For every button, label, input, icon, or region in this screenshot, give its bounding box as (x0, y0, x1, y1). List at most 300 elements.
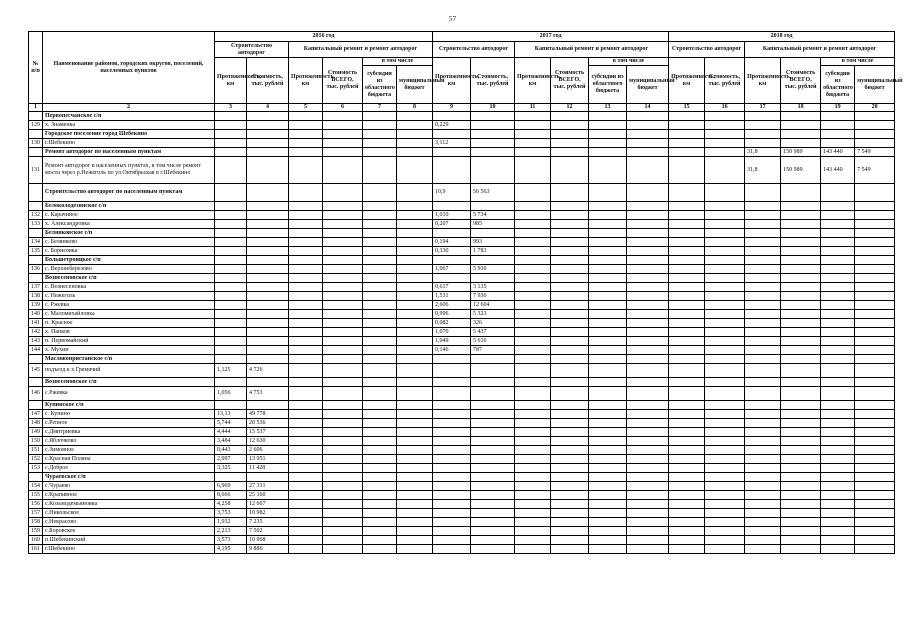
section-row (29, 473, 895, 482)
settlement-name: с.Никольское (43, 509, 215, 518)
cell-col-14 (627, 355, 669, 364)
table-row (29, 238, 895, 247)
cell-col-16 (705, 319, 745, 328)
cell-col-11 (515, 464, 551, 473)
cell-col-9 (433, 536, 471, 545)
cell-col-7 (363, 518, 397, 527)
cell-col-17 (745, 346, 781, 355)
settlement-name: х. Панков (43, 328, 215, 337)
cell-col-18 (781, 220, 821, 229)
cell-col-12 (551, 238, 589, 247)
cell-col-13 (589, 518, 627, 527)
cell-col-19 (821, 500, 855, 509)
cell-col-17 (745, 527, 781, 536)
cell-col-15 (669, 337, 705, 346)
row-number: 142 (29, 328, 43, 337)
cell-col-14 (627, 364, 669, 378)
cell-col-14 (627, 337, 669, 346)
cell-col-19 (821, 211, 855, 220)
cell-col-20 (855, 319, 895, 328)
cell-col-6 (323, 545, 363, 554)
cell-col-13 (589, 500, 627, 509)
cell-col-8 (397, 265, 433, 274)
cell-col-17 (745, 301, 781, 310)
cell-col-16 (705, 202, 745, 211)
cell-col-5 (289, 387, 323, 401)
cell-col-9: 2,606 (433, 301, 471, 310)
cell-col-15 (669, 419, 705, 428)
cell-col-12 (551, 355, 589, 364)
cell-col-15 (669, 355, 705, 364)
cell-col-14 (627, 310, 669, 319)
cell-col-16 (705, 355, 745, 364)
cell-col-3 (215, 310, 247, 319)
cell-col-13 (589, 256, 627, 265)
section-row (29, 378, 895, 387)
cell-col-9: 1,067 (433, 265, 471, 274)
cell-col-5 (289, 455, 323, 464)
cell-col-3 (215, 130, 247, 139)
cell-col-17 (745, 464, 781, 473)
cell-col-3: 4,258 (215, 500, 247, 509)
settlement-name: с. Маломихайловка (43, 310, 215, 319)
column-number: 19 (821, 104, 855, 112)
cell-col-7 (363, 364, 397, 378)
cell-col-7 (363, 387, 397, 401)
cell-col-20: 7 549 (855, 148, 895, 157)
cell-col-7 (363, 274, 397, 283)
cell-col-7 (363, 473, 397, 482)
cell-col-15 (669, 211, 705, 220)
cell-col-6 (323, 355, 363, 364)
cell-col-5 (289, 229, 323, 238)
cell-col-9: 1,531 (433, 292, 471, 301)
cell-col-5 (289, 346, 323, 355)
cell-col-3 (215, 157, 247, 184)
cell-col-19 (821, 112, 855, 121)
cell-col-9 (433, 130, 471, 139)
cell-col-19 (821, 455, 855, 464)
cell-col-13 (589, 419, 627, 428)
settlement-name: с.Яблочково (43, 437, 215, 446)
cell-col-6 (323, 500, 363, 509)
cell-col-4: 49 778 (247, 410, 289, 419)
cell-col-19 (821, 378, 855, 387)
cell-col-3 (215, 401, 247, 410)
cell-col-16 (705, 337, 745, 346)
header-municipal: муниципальный бюджет (855, 66, 895, 104)
cell-col-15 (669, 310, 705, 319)
row-number: 139 (29, 301, 43, 310)
cell-col-20 (855, 274, 895, 283)
cell-col-17 (745, 247, 781, 256)
cell-col-5 (289, 355, 323, 364)
cell-col-19 (821, 437, 855, 446)
cell-col-10: 5 910 (471, 265, 515, 274)
cell-col-15 (669, 455, 705, 464)
cell-col-18 (781, 202, 821, 211)
cell-col-13 (589, 446, 627, 455)
cell-col-6 (323, 292, 363, 301)
settlement-name: п. Красное (43, 319, 215, 328)
cell-col-10: 1 783 (471, 247, 515, 256)
header-length: Протяженность, км (745, 58, 781, 104)
cell-col-12 (551, 536, 589, 545)
row-number: 141 (29, 319, 43, 328)
cell-col-15 (669, 148, 705, 157)
cell-col-12 (551, 130, 589, 139)
cell-col-5 (289, 121, 323, 130)
cell-col-17 (745, 238, 781, 247)
section-name: Первопесчанское с/п (43, 112, 215, 121)
cell-col-19 (821, 292, 855, 301)
column-number: 10 (471, 104, 515, 112)
cell-col-18 (781, 446, 821, 455)
cell-col-18 (781, 464, 821, 473)
cell-col-19 (821, 184, 855, 202)
cell-col-10: 5 616 (471, 337, 515, 346)
row-number: 137 (29, 283, 43, 292)
cell-col-5 (289, 319, 323, 328)
cell-col-8 (397, 509, 433, 518)
cell-col-8 (397, 464, 433, 473)
cell-col-15 (669, 545, 705, 554)
table-row (29, 247, 895, 256)
cell-col-17 (745, 500, 781, 509)
cell-col-17: 31,8 (745, 157, 781, 184)
cell-col-19 (821, 518, 855, 527)
row-number: 134 (29, 238, 43, 247)
cell-col-6 (323, 446, 363, 455)
cell-col-7 (363, 148, 397, 157)
cell-col-20 (855, 184, 895, 202)
cell-col-10 (471, 500, 515, 509)
settlement-name: г.Шебекино (43, 139, 215, 148)
cell-col-17 (745, 130, 781, 139)
cell-col-18 (781, 401, 821, 410)
settlement-name: г.Шебекино (43, 545, 215, 554)
cell-col-5 (289, 184, 323, 202)
row-number: 150 (29, 437, 43, 446)
cell-col-8 (397, 238, 433, 247)
cell-col-16 (705, 518, 745, 527)
cell-col-15 (669, 121, 705, 130)
cell-col-18 (781, 184, 821, 202)
cell-col-20 (855, 211, 895, 220)
cell-col-15 (669, 500, 705, 509)
cell-col-19 (821, 202, 855, 211)
cell-col-17 (745, 328, 781, 337)
cell-col-3 (215, 184, 247, 202)
column-number: 16 (705, 104, 745, 112)
cell-col-19 (821, 283, 855, 292)
cell-col-3: 6,969 (215, 482, 247, 491)
settlement-name: с.Дмитриевка (43, 428, 215, 437)
cell-col-16 (705, 482, 745, 491)
cell-col-17 (745, 455, 781, 464)
cell-col-18 (781, 265, 821, 274)
cell-col-4 (247, 220, 289, 229)
cell-col-11 (515, 121, 551, 130)
cell-col-12 (551, 292, 589, 301)
cell-col-3: 4,195 (215, 545, 247, 554)
cell-col-10 (471, 536, 515, 545)
cell-col-7 (363, 310, 397, 319)
header-cost-total: Стоимость ВСЕГО, тыс. рублей (781, 58, 821, 104)
cell-col-7 (363, 536, 397, 545)
cell-col-6 (323, 220, 363, 229)
cell-col-3: 3,573 (215, 536, 247, 545)
cell-col-16 (705, 455, 745, 464)
column-number: 15 (669, 104, 705, 112)
cell-col-6 (323, 337, 363, 346)
cell-col-13 (589, 527, 627, 536)
header-including: в том числе (363, 58, 433, 66)
cell-col-5 (289, 265, 323, 274)
table-row (29, 446, 895, 455)
header-cost-total: Стоимость ВСЕГО, тыс. рублей (323, 58, 363, 104)
cell-col-7 (363, 112, 397, 121)
cell-col-17 (745, 401, 781, 410)
cell-col-7 (363, 464, 397, 473)
cell-col-11 (515, 139, 551, 148)
cell-col-18 (781, 346, 821, 355)
section-row (29, 130, 895, 139)
cell-col-9: 1,010 (433, 211, 471, 220)
row-number (29, 202, 43, 211)
header-length: Протяженность, км (669, 58, 705, 104)
settlement-name: с.Ржевка (43, 387, 215, 401)
row-number: 131 (29, 157, 43, 184)
cell-col-14 (627, 301, 669, 310)
cell-col-10 (471, 229, 515, 238)
cell-col-19 (821, 387, 855, 401)
table-row (29, 545, 895, 554)
section-name: Вознесеновское с/п (43, 378, 215, 387)
cell-col-17 (745, 518, 781, 527)
cell-col-16 (705, 184, 745, 202)
cell-col-6 (323, 211, 363, 220)
cell-col-13 (589, 536, 627, 545)
cell-col-9: 0,146 (433, 346, 471, 355)
cell-col-13 (589, 148, 627, 157)
column-number: 5 (289, 104, 323, 112)
settlement-name: х. Мухин (43, 346, 215, 355)
cell-col-13 (589, 112, 627, 121)
row-number (29, 473, 43, 482)
cell-col-7 (363, 437, 397, 446)
cell-col-18 (781, 482, 821, 491)
cell-col-6 (323, 265, 363, 274)
cell-col-9 (433, 355, 471, 364)
cell-col-19 (821, 274, 855, 283)
cell-col-11 (515, 419, 551, 428)
cell-col-19 (821, 130, 855, 139)
section-name: Масловопристанское с/п (43, 355, 215, 364)
cell-col-7 (363, 455, 397, 464)
cell-col-17 (745, 536, 781, 545)
cell-col-14 (627, 274, 669, 283)
cell-col-3: 8,666 (215, 491, 247, 500)
cell-col-16 (705, 238, 745, 247)
row-number: 158 (29, 518, 43, 527)
cell-col-9 (433, 437, 471, 446)
cell-col-6 (323, 139, 363, 148)
cell-col-16 (705, 292, 745, 301)
cell-col-11 (515, 247, 551, 256)
table-row (29, 157, 895, 184)
cell-col-8 (397, 455, 433, 464)
cell-col-9 (433, 545, 471, 554)
cell-col-10 (471, 139, 515, 148)
cell-col-15 (669, 292, 705, 301)
cell-col-4 (247, 112, 289, 121)
cell-col-4: 27 331 (247, 482, 289, 491)
cell-col-9: 0,617 (433, 283, 471, 292)
cell-col-6 (323, 121, 363, 130)
cell-col-14 (627, 202, 669, 211)
cell-col-11 (515, 292, 551, 301)
cell-col-5 (289, 437, 323, 446)
cell-col-5 (289, 202, 323, 211)
column-number: 13 (589, 104, 627, 112)
cell-col-19 (821, 319, 855, 328)
cell-col-11 (515, 482, 551, 491)
cell-col-20 (855, 220, 895, 229)
cell-col-11 (515, 202, 551, 211)
cell-col-20: 7 549 (855, 157, 895, 184)
cell-col-6 (323, 148, 363, 157)
cell-col-14 (627, 211, 669, 220)
cell-col-20 (855, 112, 895, 121)
row-number: 149 (29, 428, 43, 437)
row-number: 159 (29, 527, 43, 536)
cell-col-19 (821, 238, 855, 247)
row-number: 136 (29, 265, 43, 274)
cell-col-13 (589, 482, 627, 491)
cell-col-17 (745, 337, 781, 346)
cell-col-3: 4,444 (215, 428, 247, 437)
cell-col-17 (745, 202, 781, 211)
table-row (29, 491, 895, 500)
cell-col-9: 0,229 (433, 121, 471, 130)
cell-col-8 (397, 419, 433, 428)
cell-col-4 (247, 256, 289, 265)
cell-col-8 (397, 355, 433, 364)
cell-col-19 (821, 346, 855, 355)
cell-col-19 (821, 536, 855, 545)
row-number: 143 (29, 337, 43, 346)
cell-col-16 (705, 229, 745, 238)
cell-col-17 (745, 355, 781, 364)
cell-col-18 (781, 491, 821, 500)
settlement-name: с.Репное (43, 419, 215, 428)
cell-col-8 (397, 292, 433, 301)
cell-col-5 (289, 310, 323, 319)
cell-col-14 (627, 464, 669, 473)
header-construction-2016: Строительство автодорог (215, 42, 289, 58)
cell-col-15 (669, 410, 705, 419)
cell-col-11 (515, 518, 551, 527)
cell-col-5 (289, 518, 323, 527)
cell-col-5 (289, 509, 323, 518)
cell-col-13 (589, 545, 627, 554)
table-row (29, 319, 895, 328)
cell-col-20 (855, 545, 895, 554)
cell-col-19 (821, 446, 855, 455)
table-row (29, 337, 895, 346)
cell-col-13 (589, 337, 627, 346)
cell-col-4 (247, 130, 289, 139)
cell-col-16 (705, 536, 745, 545)
cell-col-8 (397, 121, 433, 130)
cell-col-14 (627, 473, 669, 482)
cell-col-12 (551, 184, 589, 202)
cell-col-9 (433, 518, 471, 527)
cell-col-12 (551, 464, 589, 473)
cell-col-12 (551, 491, 589, 500)
cell-col-13 (589, 157, 627, 184)
cell-col-16 (705, 387, 745, 401)
cell-col-20 (855, 419, 895, 428)
section-name: Белянковское с/п (43, 229, 215, 238)
cell-col-14 (627, 491, 669, 500)
cell-col-14 (627, 410, 669, 419)
cell-col-18 (781, 238, 821, 247)
cell-col-9 (433, 500, 471, 509)
cell-col-19 (821, 310, 855, 319)
cell-col-9: 0,082 (433, 319, 471, 328)
cell-col-12 (551, 337, 589, 346)
cell-col-7 (363, 211, 397, 220)
cell-col-6 (323, 410, 363, 419)
cell-col-12 (551, 518, 589, 527)
cell-col-16 (705, 491, 745, 500)
cell-col-19 (821, 482, 855, 491)
cell-col-11 (515, 157, 551, 184)
cell-col-6 (323, 364, 363, 378)
cell-col-7 (363, 355, 397, 364)
settlement-name: с.Некрасово (43, 518, 215, 527)
table-row (29, 265, 895, 274)
table-row (29, 346, 895, 355)
cell-col-3: 2,997 (215, 455, 247, 464)
cell-col-19 (821, 509, 855, 518)
cell-col-19 (821, 121, 855, 130)
cell-col-20 (855, 283, 895, 292)
cell-col-9 (433, 112, 471, 121)
settlement-name: с. Борисовка (43, 247, 215, 256)
cell-col-18 (781, 437, 821, 446)
cell-col-5 (289, 473, 323, 482)
header-subsidy: субсидии из областного бюджета (363, 66, 397, 104)
cell-col-20 (855, 292, 895, 301)
cell-col-3 (215, 378, 247, 387)
cell-col-20 (855, 401, 895, 410)
row-number: 144 (29, 346, 43, 355)
cell-col-5 (289, 428, 323, 437)
header-repair-2018: Капитальный ремонт и ремонт автодорог (745, 42, 895, 58)
cell-col-7 (363, 130, 397, 139)
cell-col-13 (589, 378, 627, 387)
cell-col-13 (589, 410, 627, 419)
cell-col-10: 12 604 (471, 301, 515, 310)
cell-col-7 (363, 121, 397, 130)
cell-col-20 (855, 378, 895, 387)
table-row (29, 121, 895, 130)
cell-col-14 (627, 130, 669, 139)
section-row (29, 148, 895, 157)
